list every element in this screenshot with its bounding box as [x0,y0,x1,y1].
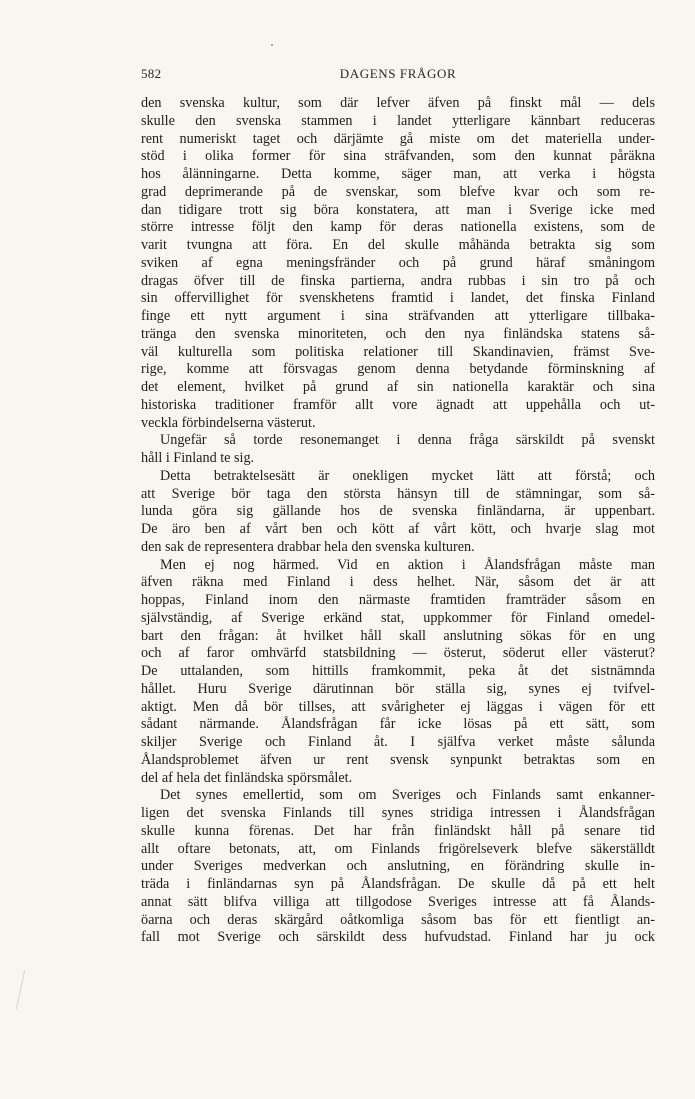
text-line: självständig, af Sverige erkänd stat, uppkommer för Finland omedel- [141,609,655,626]
text-line: sviken af egna meningsfränder och på grund häraf småningom [141,254,655,271]
text-line: veckla förbindelserna västerut. [141,414,316,431]
text-line: del af hela det finländska spörsmålet. [141,769,353,786]
text-line: ligen det svenska Finlands till synes stridiga intressen i Ålandsfrågan [141,805,655,821]
text-line: sådant närmande. Ålandsfrågan får icke lösas på ett sätt, som [141,716,655,733]
text-line: håll i Finland te sig. [141,450,255,466]
text-line: annat sätt blifva villiga att tillgodose Sveriges intresse att få Ålands- [141,893,655,910]
text-line: hållet. Huru Sverige därutinnan bör ställa sig, synes ej tvifvel- [141,680,655,697]
paper-speck [271,44,273,46]
text-line: skulle den svenska stammen i landet ytterligare kännbart reduceras [141,112,655,129]
text-line: skulle kunna förenas. Det har från finländskt håll på senare tid [141,822,655,839]
text-line: sin offervillighet för svenskhetens framtid i landet, det finska Finland [141,290,655,307]
text-line: fall mot Sverige och särskildt dess hufvudstad. Finland har ju ock [141,929,655,946]
text-line: dragas öfver till de finska partierna, andra rubbas i sin tro på och [141,272,655,289]
text-line: tränga den svenska minoriteten, och den nya finländska statens så- [141,325,655,342]
text-line: under Sveriges medverkan och anslutning, en förändring skulle in- [141,858,655,875]
margin-pencil-mark [16,970,27,1010]
text-line: lunda göra sig gällande hos de svenska finländarna, är uppenbart. [141,503,655,520]
text-line: dan tidigare trott sig böra konstatera, att man i Sverige icke med [141,201,655,218]
text-line: äfven räkna med Finland i dess helhet. När, såsom det är att [141,574,655,591]
text-line: det element, hvilket på grund af sin nationella karaktär och sina [141,379,655,395]
text-line: Men ej nog härmed. Vid en aktion i Ålandsfrågan måste man [160,556,655,573]
text-line: Ungefär så torde resonemanget i denna fråga särskildt på svenskt [160,432,655,449]
page-header [141,66,655,86]
text-line: De uttalanden, som hittills framkommit, peka åt det sistnämnda [141,663,655,679]
text-line: den sak de representera drabbar hela den svenska kulturen. [141,538,475,555]
text-line: träda i finländarnas syn på Ålandsfrågan. De skulle då på ett helt [141,876,655,892]
text-line: rige, komme att försvagas genom denna betydande förminskning af [141,361,655,378]
text-line: rent numeriskt taget och därjämte gå miste om det materiella under- [141,130,655,147]
text-line: allt oftare betonats, att, om Finlands frigörelseverk blefve säkerställdt [141,840,655,857]
text-line: finge ett nytt argument i sina sträfvanden att ytterligare tillbaka- [141,308,655,324]
text-line: öarna och deras skärgård oåtkomliga såsom bas för ett fientligt an- [141,911,655,928]
text-line: Det synes emellertid, som om Sveriges och Finlands samt enkanner- [160,787,655,804]
text-line: hos ålänningarne. Detta komme, säger man, att verka i högsta [141,166,655,182]
text-line: De äro ben af vårt ben och kött af vårt kött, och hvarje slag mot [141,521,655,537]
text-line: historiska traditioner framför allt vore ägnadt att uppehålla och ut- [141,396,655,413]
text-line: skiljer Sverige och Finland åt. I själfva verket måste sålunda [141,734,655,750]
text-line: bart den frågan: åt hvilket håll skall anslutning sökas för en ung [141,627,655,644]
body-text [141,95,655,947]
text-line: Ålandsproblemet äfven ur rent svensk synpunkt betraktas som en [141,751,655,768]
text-line: väl kulturella som politiska relationer till Skandinavien, främst Sve- [141,343,655,360]
text-line: aktigt. Men då bör tillses, att svårigheter ej läggas i vägen för ett [141,698,655,715]
text-line: varit tvungna att föra. En del skulle måhända betrakta sig som [141,237,655,253]
running-head: DAGENS FRÅGOR [339,66,457,81]
text-line: att Sverige bör taga den största hänsyn till de stämningar, som så- [141,485,655,502]
page-number: 582 [141,66,162,81]
text-line: större intresse följt den kamp för deras nationella existens, som de [141,219,655,236]
text-line: stöd i olika former för sina strāfvanden, som den kunnat påräkna [141,148,655,165]
text-line: grad deprimerande på de svenskar, som blefve kvar och som re- [141,183,655,200]
text-line: och af faror omhvärfd statsbildning — österut, söderut eller västerut? [141,645,655,662]
text-line: hoppas, Finland inom den närmaste framtiden framträder såsom en [141,592,655,608]
text-line: Detta betraktelsesätt är onekligen mycket lätt att förstå; och [160,467,655,484]
text-line: den svenska kultur, som där lefver äfven på finskt mål — dels [141,95,655,111]
